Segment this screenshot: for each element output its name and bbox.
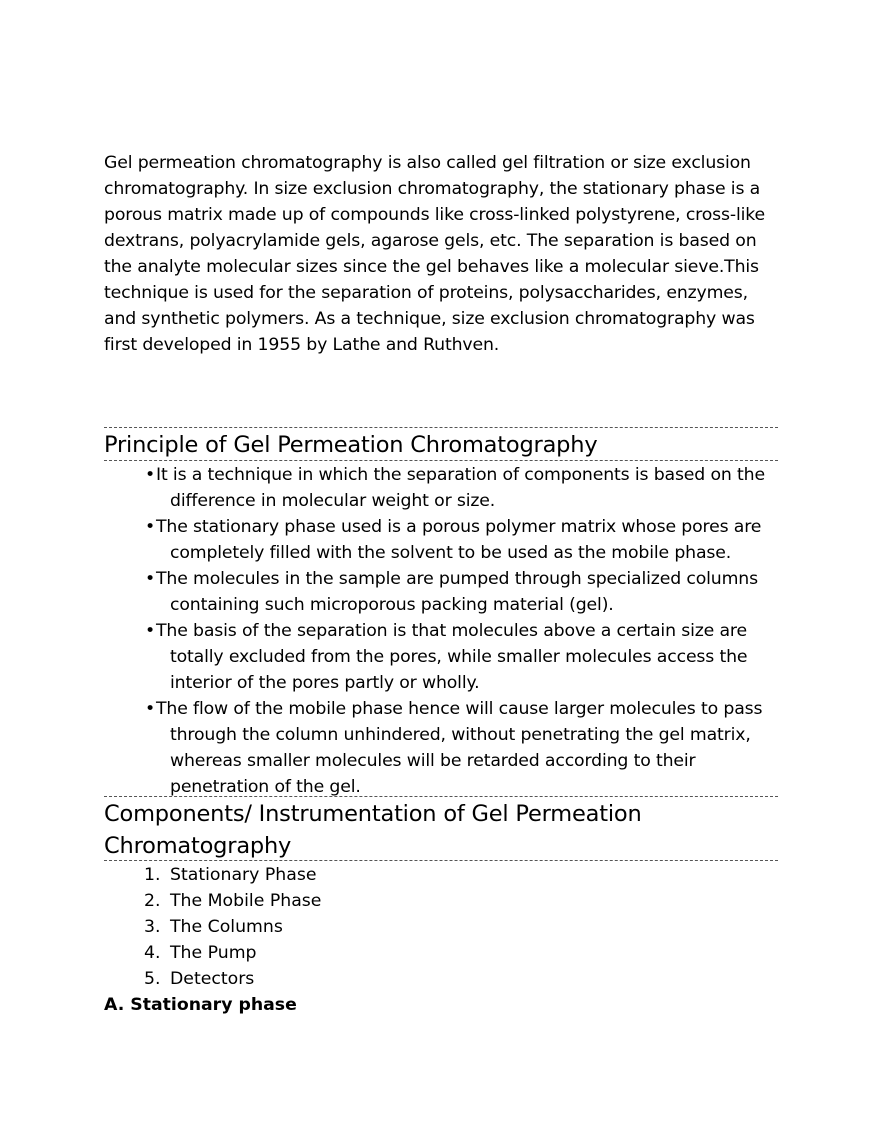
principle-heading: Principle of Gel Permeation Chromatography [104, 432, 598, 458]
bullet-icon: • [145, 699, 156, 719]
list-number: 2. [144, 891, 161, 911]
list-number: 3. [144, 917, 161, 937]
principle-bullet-list [104, 462, 780, 800]
bullet-text: The basis of the separation is that molecules above a certain size are totally excluded from the pores, while smaller molecules access the interior of the pores partly or wholly. [156, 621, 748, 693]
heading-rule-bottom [104, 460, 778, 461]
bullet-icon: • [145, 621, 156, 641]
intro-paragraph: Gel permeation chromatography is also called gel filtration or size exclusion chromatography. In size exclusion chromatography, the stationary phase is a porous matrix made up of compounds like cross-linked polystyrene, cross-like dextrans, polyacrylamide gels, agarose gels, etc. The separation is based on the analyte molecular sizes since the gel behaves like a molecular sieve.This technique is used for the separation of proteins, polysaccharides, enzymes, and synthetic polymers. As a technique, size exclusion chromatography was first developed in 1955 by Lathe and Ruthven. [104, 153, 765, 355]
principle-bullet-item [104, 566, 780, 618]
list-number: 4. [144, 943, 161, 963]
components-numbered-list [104, 862, 780, 992]
components-list-item [104, 940, 780, 966]
bullet-icon: • [145, 517, 156, 537]
list-label: Detectors [170, 969, 255, 989]
principle-bullet-item [104, 462, 780, 514]
bullet-icon: • [145, 569, 156, 589]
components-list-item [104, 888, 780, 914]
list-label: The Mobile Phase [170, 891, 322, 911]
bullet-icon: • [145, 465, 156, 485]
bullet-text: The flow of the mobile phase hence will cause larger molecules to pass through the column unhindered, without penetrating the gel matrix, whereas smaller molecules will be retarded according to their penetration of the gel. [156, 699, 763, 797]
components-list-item [104, 862, 780, 888]
bullet-text: The molecules in the sample are pumped through specialized columns containing such microporous packing material (gel). [156, 569, 758, 615]
list-label: The Columns [170, 917, 283, 937]
stationary-phase-heading: A. Stationary phase [104, 995, 297, 1015]
list-label: Stationary Phase [170, 865, 317, 885]
heading-rule-bottom [104, 860, 778, 861]
list-number: 5. [144, 969, 161, 989]
components-heading: Components/ Instrumentation of Gel Permeation Chromatography [104, 801, 642, 859]
list-number: 1. [144, 865, 161, 885]
components-list-item [104, 914, 780, 940]
heading-rule-top [104, 427, 778, 428]
principle-bullet-item [104, 696, 780, 800]
bullet-text: The stationary phase used is a porous polymer matrix whose pores are completely filled with the solvent to be used as the mobile phase. [156, 517, 762, 563]
list-label: The Pump [170, 943, 257, 963]
bullet-text: It is a technique in which the separation of components is based on the difference in molecular weight or size. [156, 465, 765, 511]
principle-bullet-item [104, 618, 780, 696]
components-list-item [104, 966, 780, 992]
principle-bullet-item [104, 514, 780, 566]
heading-rule-top [104, 796, 778, 797]
